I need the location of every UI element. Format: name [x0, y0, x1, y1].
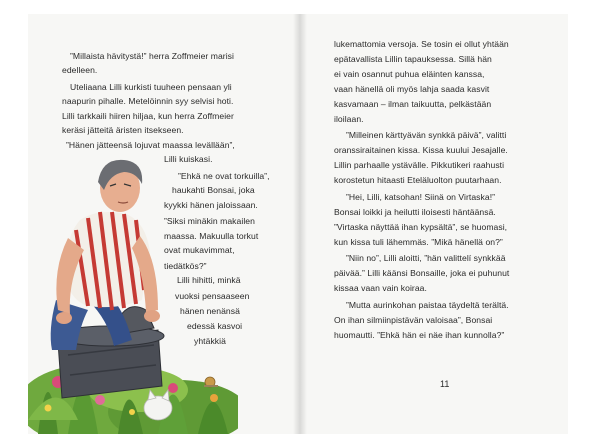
text-line: päivää.” Lilli käänsi Bonsaille, joka ei puhunut	[334, 268, 510, 278]
text-line: tiedätkös?”	[164, 261, 207, 271]
text-line: korostetun hitaasti Eteläluolton puutarhaan.	[334, 175, 502, 185]
text-line: Lillin parhaalle ystävälle. Pikkutikeri raahusti	[334, 160, 505, 170]
text-line: haukahti Bonsai, joka	[172, 185, 255, 195]
text-line: oranssiraitainen kissa. Kissa kuului Jesajalle.	[334, 145, 508, 155]
text-line: ”Ehkä ne ovat torkuilla”,	[178, 171, 270, 181]
book-gutter	[293, 14, 307, 434]
text-line: Bonsai loikki ja heilutti iloisesti häntäänsä.	[334, 207, 496, 217]
text-line: vaan hänellä oli myös lahja saada kasvit	[334, 84, 490, 94]
text-line: Uteliaana Lilli kurkisti tuuheen pensaan yli	[70, 82, 232, 92]
text-line: epätavallista Lillin tapauksessa. Sillä hän	[334, 54, 492, 64]
snail	[204, 377, 218, 387]
text-line: kissaa vaan vain koiraa.	[334, 283, 427, 293]
text-line: lukemattomia versoja. Se tosin ei ollut yhtään	[334, 39, 509, 49]
text-line: keräsi jätteitä äristen itsekseen.	[62, 125, 184, 135]
text-line: kyykki hänen jaloissaan.	[164, 200, 258, 210]
text-line: ”Millaista hävitystä!” herra Zoffmeier marisi	[70, 51, 234, 61]
text-line: hänen nenänsä	[180, 306, 240, 316]
text-line: ”Virtaska näyttää ihan kypsältä”, se huomasi,	[334, 222, 508, 232]
text-line: ”Milleinen kärttyävän synkkä päivä”, valitti	[346, 130, 507, 140]
page-number: 11	[440, 379, 450, 389]
text-line: Lilli tarkkaili hiiren hiljaa, kun herra Zoffmeier	[62, 111, 234, 121]
text-line: ”Siksi minäkin makailen	[164, 216, 255, 226]
text-line: maassa. Makuulla torkut	[164, 231, 259, 241]
text-line: naapurin pihalle. Metelöinnin syy selvisi hoti.	[62, 96, 234, 106]
text-line: kasvamaan – ilman taikuutta, pelkästään	[334, 99, 492, 109]
text-line: ei vain osannut puhua eläinten kanssa,	[334, 69, 485, 79]
text-line: edelleen.	[62, 65, 98, 75]
text-line: ”Mutta aurinkohan paistaa täydeltä terältä.	[346, 300, 509, 310]
text-line: ”Hei, Lilli, katsohan! Siinä on Virtaska!”	[346, 192, 496, 202]
text-line: vuoksi pensaaseen	[175, 291, 250, 301]
text-line: huomautti. ”Ehkä hän ei näe ihan kunnolla?”	[334, 330, 505, 340]
text-line: yhtäkkiä	[194, 336, 226, 346]
text-line: iloilaan.	[334, 114, 364, 124]
text-line: ”Hänen jätteensä lojuvat maassa levällään”,	[66, 140, 235, 150]
text-line: ”Niin no”, Lilli aloitti, ”hän valittelí synkkää	[346, 253, 506, 263]
text-line: ovat mukavimmat,	[164, 245, 235, 255]
text-line: kun kissa tuli lähemmäs. ”Mikä hänellä on?”	[334, 237, 503, 247]
text-line: On ihan silmiinpistävän valoisaa”, Bonsai	[334, 315, 493, 325]
text-line: Lilli hihitti, minkä	[177, 275, 241, 285]
text-line: edessä kasvoi	[187, 321, 243, 331]
text-line: Lilli kuiskasi.	[164, 154, 213, 164]
